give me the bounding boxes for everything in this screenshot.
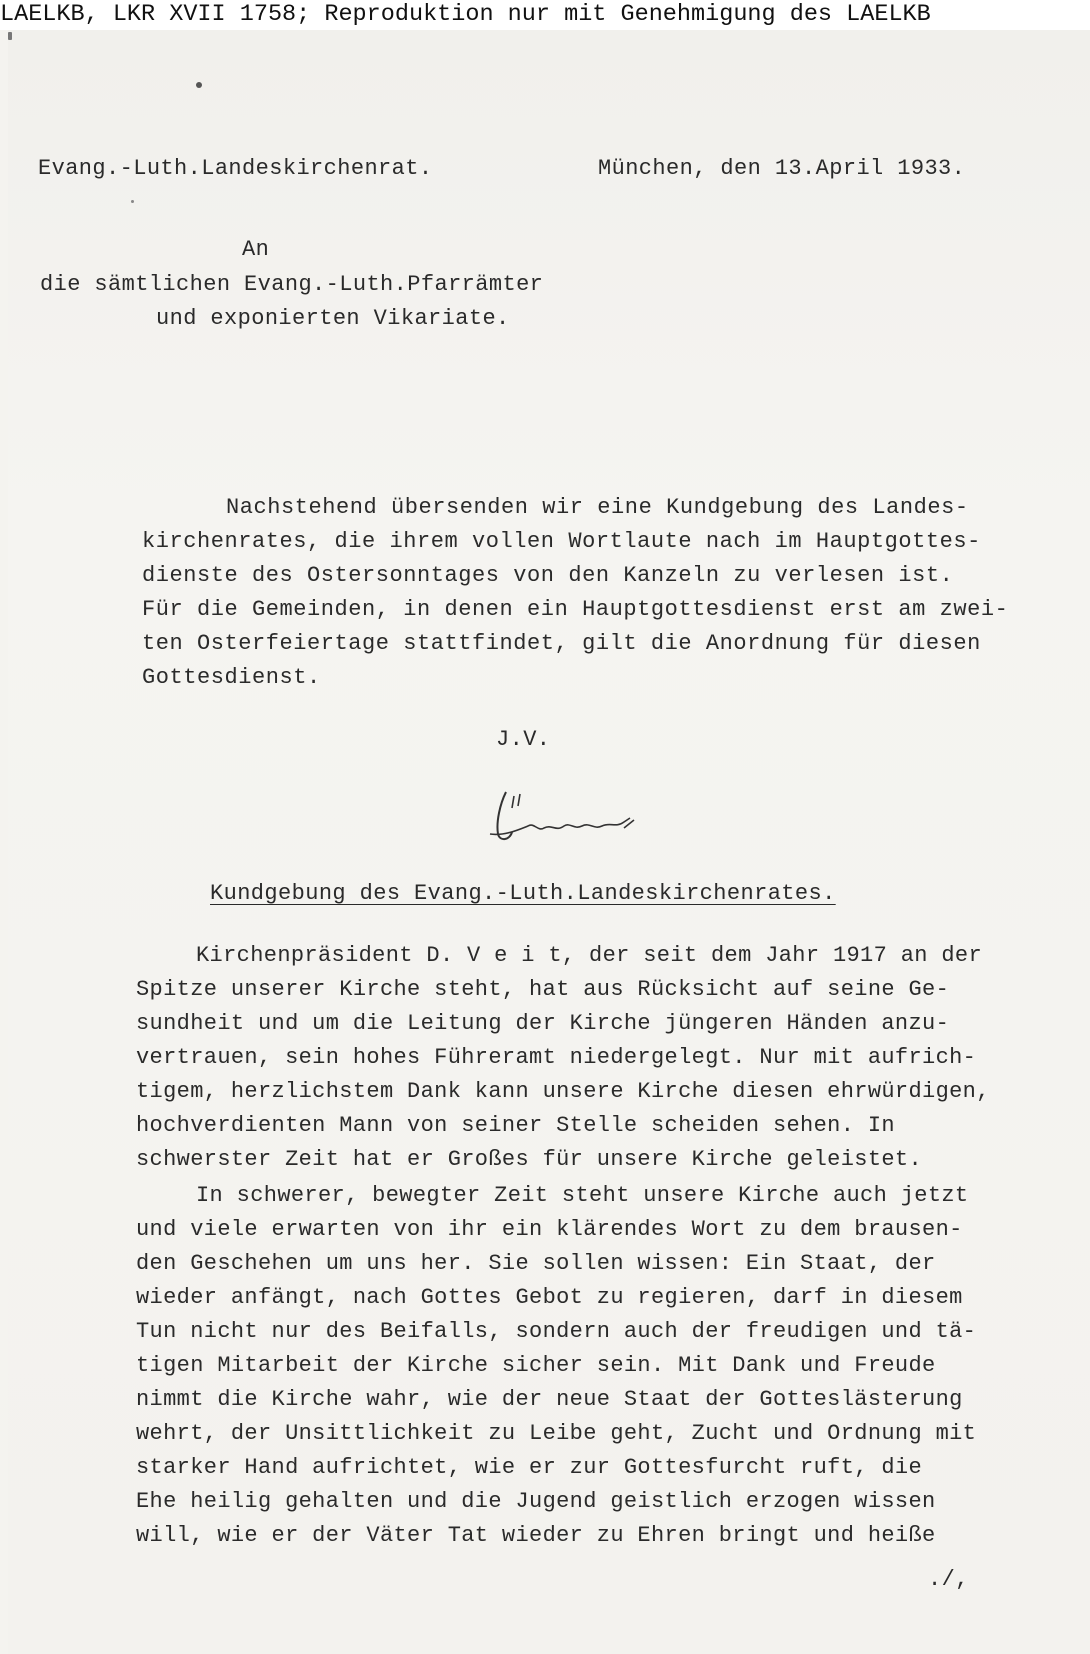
body-line: tigem, herzlichstem Dank kann unsere Kirche diesen ehrwürdigen,: [136, 1079, 990, 1104]
sender-line: Evang.-Luth.Landeskirchenrat.: [38, 156, 433, 181]
cover-line: ten Osterfeiertage stattfindet, gilt die Anordnung für diesen: [142, 631, 981, 656]
body-line: hochverdienten Mann von seiner Stelle scheiden sehen. In: [136, 1113, 895, 1138]
body-line: nimmt die Kirche wahr, wie der neue Staat der Gotteslästerung: [136, 1387, 963, 1412]
archive-notice: LAELKB, LKR XVII 1758; Reproduktion nur mit Genehmigung des LAELKB: [0, 0, 1090, 30]
cover-line: kirchenrates, die ihrem vollen Wortlaute nach im Hauptgottes-: [142, 529, 981, 554]
body-line: Ehe heilig gehalten und die Jugend geistlich erzogen wissen: [136, 1489, 936, 1514]
cover-line: Nachstehend übersenden wir eine Kundgebung des Landes-: [226, 495, 969, 520]
place-date-line: München, den 13.April 1933.: [598, 156, 966, 181]
body-line: will, wie er der Väter Tat wieder zu Ehren bringt und heiße: [136, 1523, 936, 1548]
paper-speck: [8, 32, 12, 40]
handwritten-signature: [484, 782, 654, 852]
paper-speck: [131, 200, 134, 203]
recipient-an: An: [242, 237, 270, 262]
recipient-line-2: und exponierten Vikariate.: [156, 306, 510, 331]
body-line: Spitze unserer Kirche steht, hat aus Rücksicht auf seine Ge-: [136, 977, 950, 1002]
body-line: In schwerer, bewegter Zeit steht unsere Kirche auch jetzt: [196, 1183, 969, 1208]
body-line: und viele erwarten von ihr ein klärendes Wort zu dem brausen-: [136, 1217, 963, 1242]
body-line: starker Hand aufrichtet, wie er zur Gottesfurcht ruft, die: [136, 1455, 923, 1480]
body-line: sundheit und um die Leitung der Kirche jüngeren Händen anzu-: [136, 1011, 950, 1036]
signature-prefix: J.V.: [496, 727, 551, 752]
body-line: wehrt, der Unsittlichkeit zu Leibe geht, Zucht und Ordnung mit: [136, 1421, 977, 1446]
body-line: den Geschehen um uns her. Sie sollen wissen: Ein Staat, der: [136, 1251, 936, 1276]
body-line: Tun nicht nur des Beifalls, sondern auch der freudigen und tä-: [136, 1319, 977, 1344]
cover-line: dienste des Ostersonntages von den Kanzeln zu verlesen ist.: [142, 563, 954, 588]
body-line: vertrauen, sein hohes Führeramt niedergelegt. Nur mit aufrich-: [136, 1045, 977, 1070]
body-line: schwerster Zeit hat er Großes für unsere Kirche geleistet.: [136, 1147, 923, 1172]
body-line: wieder anfängt, nach Gottes Gebot zu regieren, darf in diesem: [136, 1285, 963, 1310]
paper-speck: [196, 82, 202, 88]
recipient-line-1: die sämtlichen Evang.-Luth.Pfarrämter: [40, 272, 544, 297]
cover-line: Gottesdienst.: [142, 665, 321, 690]
cover-line: Für die Gemeinden, in denen ein Hauptgottesdienst erst am zwei-: [142, 597, 1009, 622]
body-line: tigen Mitarbeit der Kirche sicher sein. Mit Dank und Freude: [136, 1353, 936, 1378]
proclamation-heading: Kundgebung des Evang.-Luth.Landeskirchenrates.: [210, 881, 836, 906]
continuation-mark: ./,: [928, 1567, 969, 1592]
body-line: Kirchenpräsident D. V e i t, der seit dem Jahr 1917 an der: [196, 943, 983, 968]
